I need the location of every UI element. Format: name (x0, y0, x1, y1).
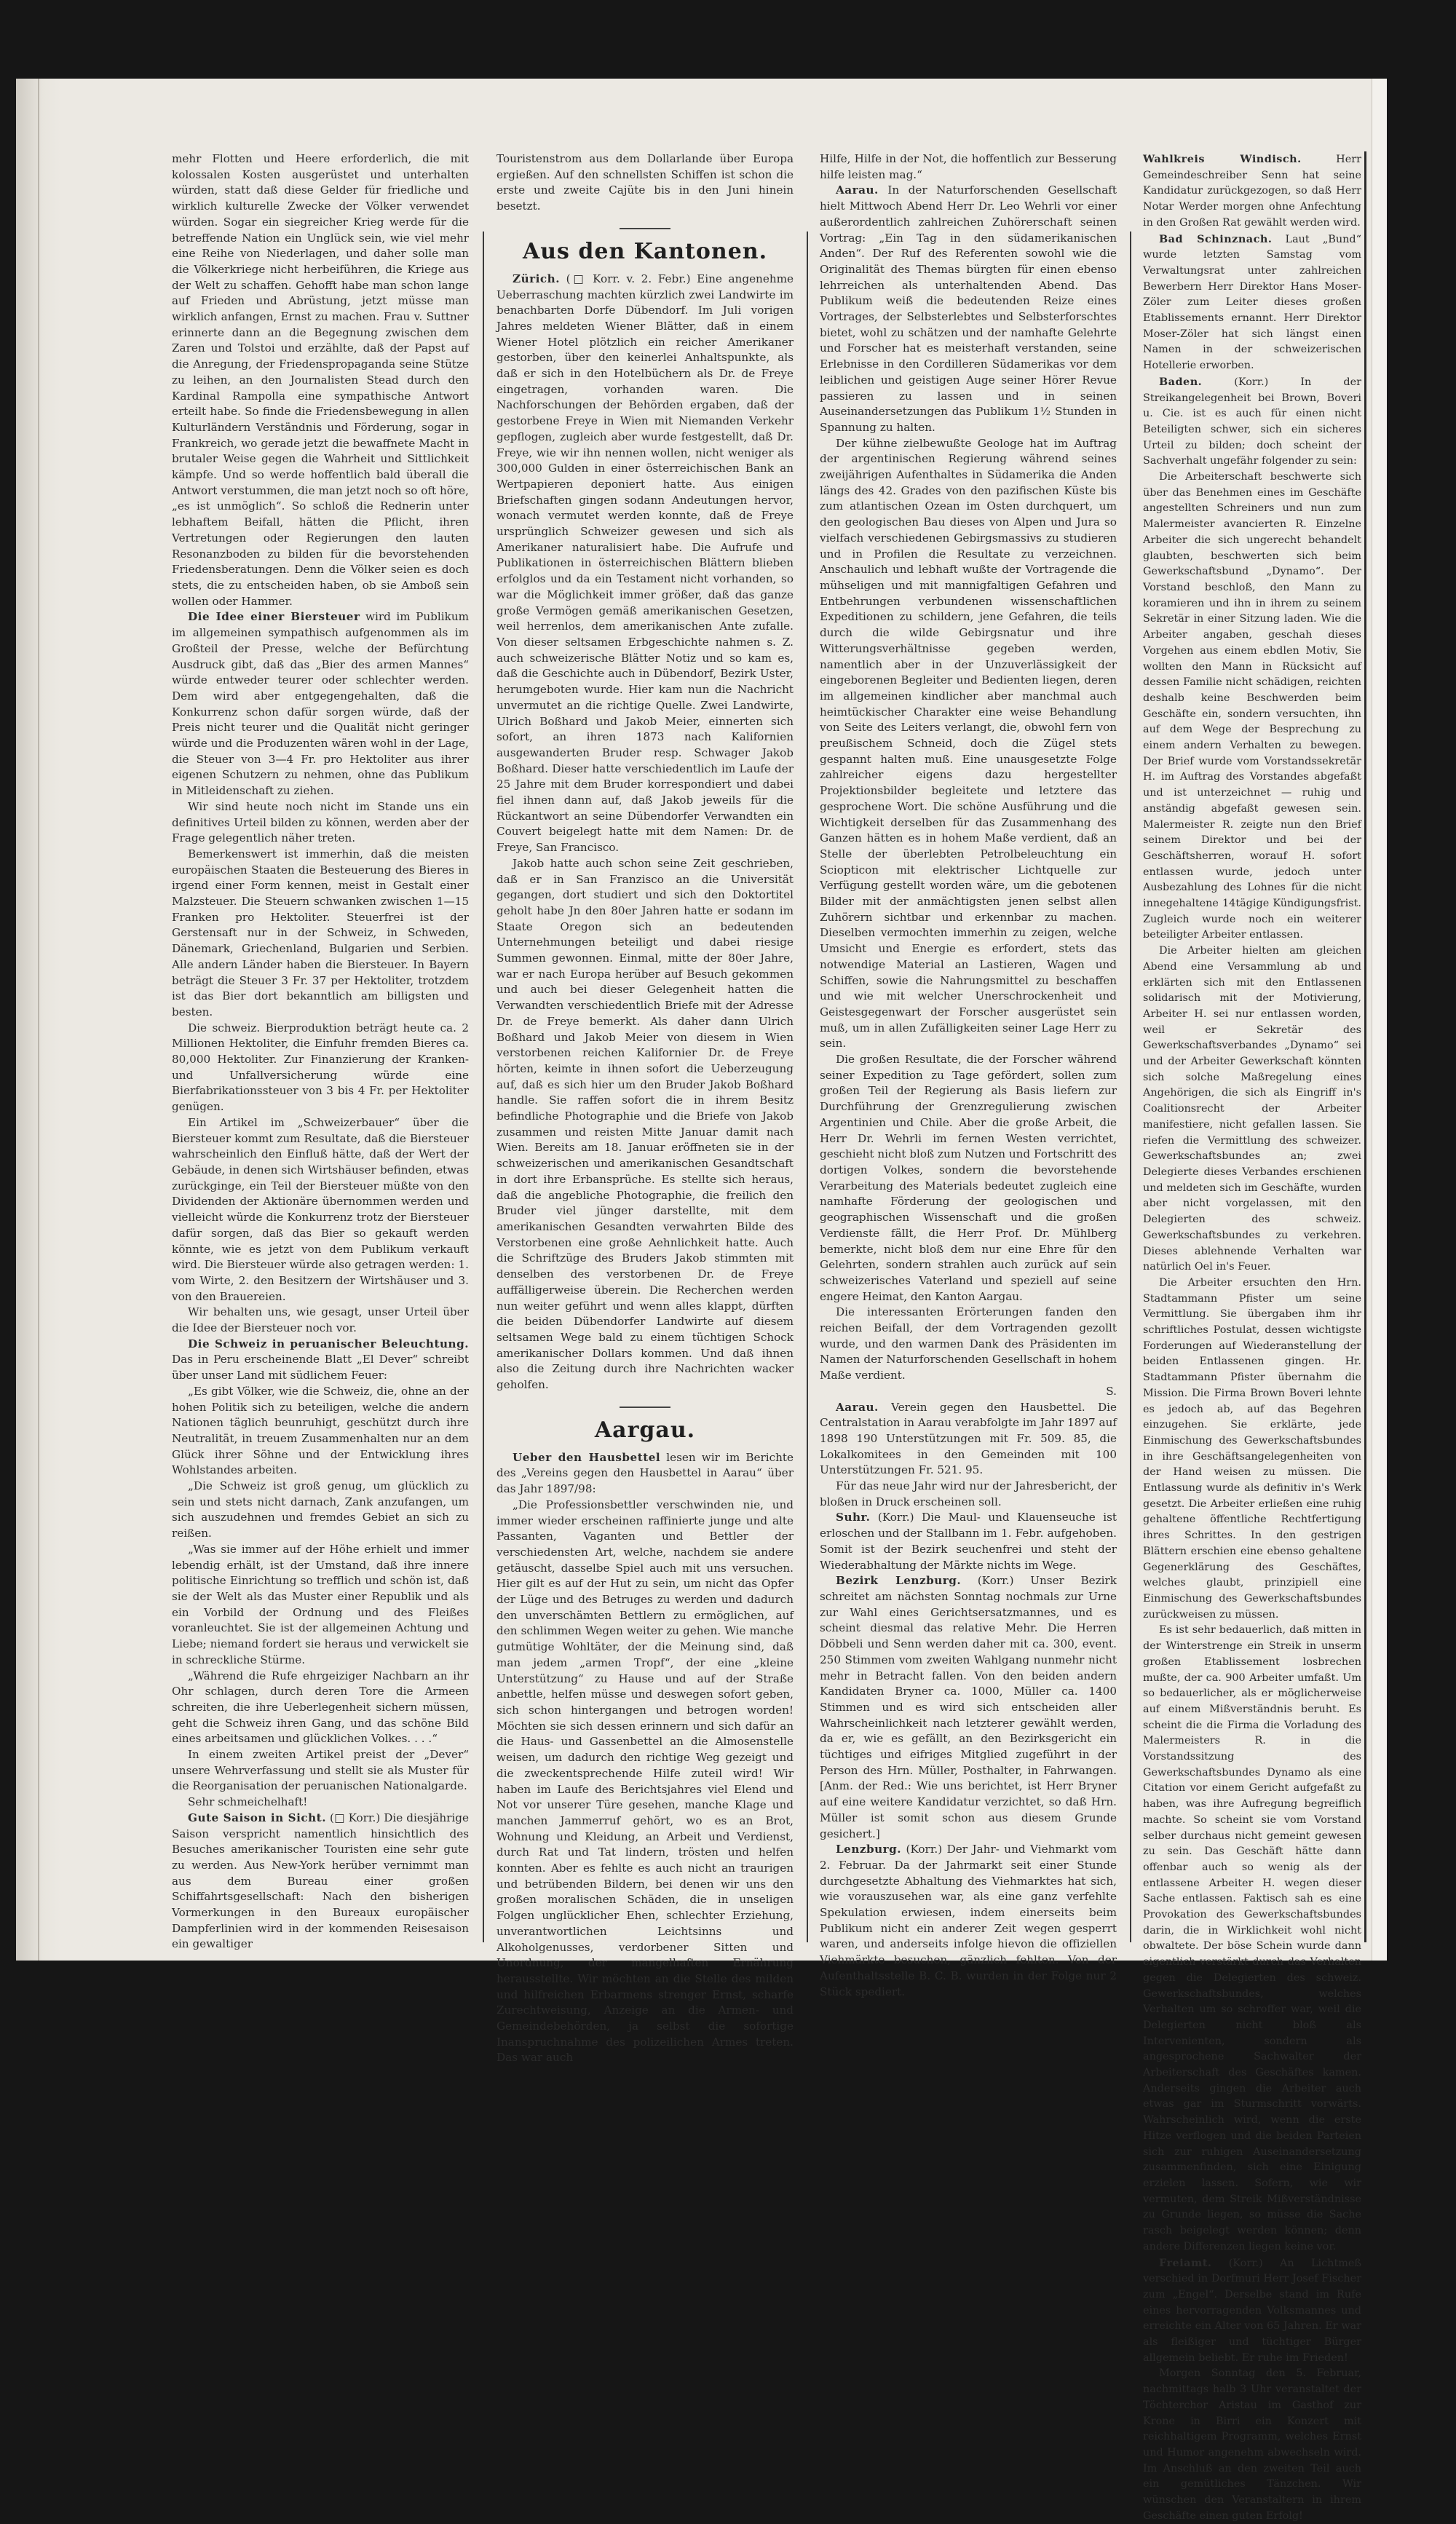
col4-freiamt-text: (Korr.) An Lichtmeß verschied in Dorfmuri Herr Josef Fischer zum „Engel“. Derselbe stand im Rufe eines hervorragenden Volksmannes und erreichte ein Alter von 65 Jahren. Er war als fleißiger und tüchtiger Bürger allgemein beliebt. Er ruhe im Frieden! (1143, 2257, 1361, 2364)
col1-biersteuer-paragraph (172, 609, 469, 799)
fold-line (38, 79, 39, 1961)
headline-gute-saison: Gute Saison in Sicht. (188, 1811, 326, 1824)
col1-saison-paragraph (172, 1811, 469, 1953)
page-fold (16, 79, 61, 1961)
col1-paragraph: „Die Schweiz ist groß genug, um glücklich zu sein und stets nicht darnach, Zank anzufangen, um sich auszudehnen und fremdes Gebiet an sich zu reißen. (172, 1479, 469, 1540)
col1-paragraph: Wir behalten uns, wie gesagt, unser Urteil über die Idee der Biersteuer noch vor. (172, 1305, 469, 1335)
col3-suhr-text: (Korr.) Die Maul- und Klauenseuche ist erloschen und der Stallbann im 1. Febr. aufgehoben. Somit ist der Bezirk seuchenfrei und steht der Wiederabhaltung der Märkte nichts im Wege. (820, 1511, 1117, 1572)
headline-lenzburg: Lenzburg. (836, 1843, 902, 1856)
col4-paragraph: Die Arbeiter ersuchten den Hrn. Stadtammann Pfister um seine Vermittlung. Sie übergaben ihm ihr schriftliches Postulat, dessen wichtigste Forderungen auf Wiederanstellung der beiden Entlassenen gingen. Hr. Stadtammann Pfister übernahm die Mission. Die Firma Brown Boveri lehnte es jedoch ab, auf das Begehren einzugehen. Sie erklärte, jede Einmischung des Gewerkschaftsbundes in ihre Geschäftsangelegenheiten von der Hand weisen zu müssen. Die Entlassung wurde als definitiv in's Werk gesetzt. Die Arbeiter erließen eine ruhig gehaltene öffentliche Rechtfertigung ihres Schrittes. In den gestrigen Blättern erschien eine ebenso gehaltene Gegenerklärung des Geschäftes, welches glaubt, prinzipiell eine Einmischung des Gewerkschaftsbundes zurückweisen zu müssen. (1143, 1276, 1361, 1621)
column-rule-right (1364, 151, 1366, 1942)
col1-paragraph: Die schweiz. Bierproduktion beträgt heute ca. 2 Millionen Hektoliter, die Einfuhr fremden Bieres ca. 80,000 Hektoliter. Zur Finanzierung der Kranken- und Unfallversicherung würde eine Bierfabrikationssteuer von 3 bis 4 Fr. per Hektoliter genügen. (172, 1021, 469, 1114)
column-rule-2 (807, 232, 808, 1942)
column-rule-3 (1130, 232, 1131, 1942)
column-3 (820, 151, 1117, 2000)
col4-schinznach-text: Laut „Bund“ wurde letzten Samstag vom Verwaltungsrat unter zahlreichen Bewerbern Herr Direktor Hans Moser-Zöler zum Leiter dieses großen Etablissements ernannt. Herr Direktor Moser-Zöler hat sich längst einen Namen in der schweizerischen Hotellerie erworben. (1143, 233, 1361, 372)
col4-baden-text: (Korr.) In der Streikangelegenheit bei Brown, Boveri u. Cie. ist es auch für einen nicht Beteiligten schwer, sich ein sicheres Urteil zu bilden; doch scheint der Sachverhalt ungefähr folgender zu sein: (1143, 376, 1361, 467)
col2-zuerich-text: (□ Korr. v. 2. Febr.) Eine angenehme Ueberraschung machten kürzlich zwei Landwirte im benachbarten Dorfe Dübendorf. Im Juli vorigen Jahres meldeten Wiener Blätter, daß in einem Wiener Hotel plötzlich ein reicher Amerikaner gestorben, über den keinerlei Anhaltspunkte, als daß er sich in den Hotelbüchern als Dr. de Freye eingetragen, vorhanden waren. Die Nachforschungen der Behörden ergaben, daß der gestorbene Freye in Wien mit Niemanden Verkehr gepflogen, zugleich aber wurde festgestellt, daß Dr. Freye, wie wir ihn nennen wollen, nicht weniger als 300,000 Gulden in einer österreichischen Bank an Wertpapieren deponiert hatte. Aus einigen Briefschaften gingen sodann Andeutungen hervor, wonach vermutet werden konnte, daß de Freye ursprünglich Schweizer gewesen und sich als Amerikaner naturalisiert habe. Die Aufrufe und Publikationen in österreichischen Blättern blieben erfolglos und da ein Testament nicht vorhanden, so war die Möglichkeit immer größer, daß das ganze große Vermögen gemäß amerikanischen Gesetzen, weil herrenlos, dem amerikanischen Ante zufalle. Von dieser seltsamen Erbgeschichte nahmen s. Z. auch schweizerische Blätter Notiz und so kam es, daß die Geschichte auch in Dübendorf, Bezirk Uster, herumgeboten wurde. Hier kam nun die Nachricht unvermutet an die richtige Quelle. Zwei Landwirte, Ulrich Boßhard und Jakob Meier, einnerten sich sofort, an ihren 1873 nach Kalifornien ausgewanderten Bruder resp. Schwager Jakob Boßhard. Dieser hatte verschiedentlich im Laufe der 25 Jahre mit dem Bruder korrespondiert und dabei fiel ihnen dann auf, daß Jakob jeweils für die Rückantwort an seine Dübendorfer Verwandten ein Couvert beigelegt hatte mit dem Namen: Dr. de Freye, San Francisco. (496, 272, 794, 855)
headline-biersteuer: Die Idee einer Biersteuer (188, 610, 360, 624)
col3-paragraph: Die interessanten Erörterungen fanden den reichen Beifall, der dem Vortragenden gezollt wurde, und den warmen Dank des Präsidenten im Namen der Naturforschenden Gesellschaft in hohem Maße verdient. (820, 1305, 1117, 1382)
col1-paragraph: „Während die Rufe ehrgeiziger Nachbarn an ihr Ohr schlagen, durch deren Tore die Armeen schreiten, die ihre Ueberlegenheit sichern müssen, geht die Schweiz ihren Gang, und das schöne Bild eines arbeitsamen und glücklichen Volkes. . . .“ (172, 1669, 469, 1746)
col2-zuerich-paragraph (496, 272, 794, 856)
col2-hausbettel-text: lesen wir im Berichte des „Vereins gegen den Hausbettel in Aarau“ über das Jahr 1897/98: (496, 1450, 794, 1496)
headline-suhr: Suhr. (836, 1511, 871, 1524)
section-divider (620, 1407, 670, 1408)
col1-paragraph: In einem zweiten Artikel preist der „Dever“ unsere Wehrverfassung und stellt sie als Muster für die Reorganisation der peruanischen Nationalgarde. (172, 1748, 469, 1793)
col4-windisch-paragraph (1143, 151, 1361, 232)
col1-paragraph: „Was sie immer auf der Höhe erhielt und immer lebendig erhält, ist der Umstand, daß ihre innere politische Einrichtung so trefflich und schön ist, daß sie der Welt als das Muster einer Republik und als ein Vorbild der Ordnung und des Fleißes voranleuchtet. Sie ist der allgemeinen Achtung und Liebe; niemand fordert sie heraus und verwickelt sie in schreckliche Stürme. (172, 1542, 469, 1666)
column-4 (1143, 151, 1361, 2524)
col4-paragraph: Die Arbeiter hielten am gleichen Abend eine Versammlung ab und erklärten sich mit den Entlassenen solidarisch mit der Motivierung, Arbeiter H. sei nur entlassen worden, weil er Sekretär des Gewerkschaftsverbandes „Dynamo“ sei und der Arbeiter Gewerkschaft könnten sich solche Maßregelung eines Angehörigen, die sich als Eingriff in's Coalitionsrecht der Arbeiter manifestiere, nicht gefallen lassen. Sie riefen die Vermittlung des schweizer. Gewerkschaftsbundes an; zwei Delegierte dieses Verbandes erschienen und meldeten sich im Geschäfte, wurden aber nicht vorgelassen, mit den Delegierten des schweiz. Gewerkschaftsbundes zu verkehren. Dieses ablehnende Verhalten war natürlich Oel in's Feuer. (1143, 945, 1361, 1273)
col1-schweiz-text: Das in Peru erscheinende Blatt „El Dever“ schreibt über unser Land mit südlichem Feuer: (172, 1353, 469, 1382)
col1-paragraph: Wir sind heute noch nicht im Stande uns ein definitives Urteil bilden zu können, werden aber der Frage gelegentlich näher treten. (172, 799, 469, 845)
headline-windisch: Wahlkreis Windisch. (1143, 153, 1302, 165)
col3-paragraph: Der kühne zielbewußte Geologe hat im Auftrag der argentinischen Regierung während seines zweijährigen Aufenthaltes in Südamerika die Anden längs des 42. Grades von den pazifischen Küste bis zum atlantischen Ozean im Osten durchquert, um den geologischen Bau dieses von Alpen und Jura so vielfach verschiedenen Gebirgsmassivs zu studieren und in Profilen die Resultate zu verzeichnen. Anschaulich und lebhaft wußte der Vortragende die mühseligen und mit mannigfaltigen Gefahren und Entbehrungen verbundenen wissenschaftlichen Expeditionen zu schildern, jene Gefahren, die teils durch die wilde Gebirgsnatur und ihre Witterungsverhältnisse gegeben werden, namentlich aber in der Unzuverlässigkeit der eingeborenen Begleiter und Bedienten liegen, deren im allgemeinen kindlicher aber manchmal auch heimtückischer Charakter eine weise Behandlung von Seite des Leiters verlangt, die, obwohl fern von preußischem Schneid, doch die Zügel stets gespannt halten muß. Eine unausgesetzte Folge zahlreicher eigens dazu hergestellter Projektionsbilder begleitete und letztere das gesprochene Wort. Die schöne Ausführung und die Wichtigkeit derselben für das Zusammenhang des Ganzen hätten es in hohem Maße verdient, daß an Stelle der überlebten Petrolbeleuchtung ein Sciopticon mit elektrischer Lichtquelle zur Verfügung gestellt worden wäre, um die gebotenen Bilder mit der anmächtigsten jenen selbst allen Zuhörern sichtbar und erkennbar zu machen. Dieselben vermochten immerhin zu zeigen, welche Umsicht und Energie es erfordert, stets das notwendige Material an Lastieren, Wagen und Schiffen, sowie die Nahrungsmittel zu beschaffen und wie mit welcher Unerschrockenheit und Geistesgegenwart der Forscher ausgerüstet sein muß, um in allen Zufälligkeiten seiner Lage Herr zu sein. (820, 436, 1117, 1051)
col1-paragraph: Sehr schmeichelhaft! (188, 1795, 308, 1809)
col4-baden-paragraph (1143, 374, 1361, 470)
col3-aarau2-paragraph (820, 1400, 1117, 1479)
section-title-kantonen: Aus den Kantonen. (522, 238, 768, 264)
col4-freiamt-paragraph (1143, 2255, 1361, 2367)
col3-suhr-paragraph (820, 1510, 1117, 1573)
col1-schweiz-paragraph (172, 1337, 469, 1384)
section-title-aargau: Aargau. (594, 1417, 696, 1443)
col3-paragraph: Die großen Resultate, die der Forscher während seiner Expedition zu Tage gefördert, sollen zum großen Teil der Regierung als Basis liefern zur Durchführung der Grenzregulierung zwischen Argentinien und Chile. Aber die große Arbeit, die Herr Dr. Wehrli im fernen Westen verrichtet, geschieht nicht bloß zum Nutzen und Fortschritt des dortigen Volkes, sondern die bevorstehende Verarbeitung des Materials bedeutet zugleich eine namhafte Förderung der geologischen und geographischen Wissenschaft und die großen Verdienste fällt, die Herr Prof. Dr. Mühlberg bemerkte, nicht bloß dem nur eine Ehre für den Gelehrten, sondern strahlen auch zurück auf sein schweizerisches Vaterland und speziell auf seine engere Heimat, den Kanton Aargau. (820, 1053, 1117, 1303)
col1-paragraph: „Es gibt Völker, wie die Schweiz, die, ohne an der hohen Politik sich zu beteiligen, welche die andern Nationen täglich beunruhigt, geschützt durch ihre Neutralität, in treuem Zusammenhalten nur an dem Glück ihrer Söhne und der Entwicklung ihres Wohlstandes arbeiten. (172, 1384, 469, 1477)
col4-paragraph: Es ist sehr bedauerlich, daß mitten in der Winterstrenge ein Streik in unserm großen Etablissement losbrechen mußte, der ca. 900 Arbeiter umfaßt. Um so bedauerlicher, als er möglicherweise auf einem Mißverständnis beruht. Es scheint die die Firma die Vorladung des Malermeisters R. in die Vorstandssitzung des Gewerkschaftsbundes Dynamo als eine Citation vor einem Gericht aufgefaßt zu haben, was ihre Aufregung begreiflich machte. So scheint sie vom Vorstand selber durchaus nicht gemeint gewesen zu sein. Das Geschäft hätte dann offenbar auch so wenig als der entlassene Arbeiter H. wegen dieser Sache entlassen. Faktisch sah es eine Provokation des Gewerkschaftsbundes darin, die in Wirklichkeit wohl nicht obwaltete. Der böse Schein wurde dann eigentlich verstärkt durch das Verhalten gegen die Delegierten des schweiz. Gewerkschaftsbundes, welches Verhalten um so schroffer war, weil die Delegierten nicht bloß als Intervenienten, sondern als angesprochene Sachwalter der Arbeiterschaft des Geschäftes kamen. Anderseits gingen die Arbeiter auch etwas gar im Sturmschritt vorwärts. Wahrscheinlich wird, wenn die erste Hitze verflogen und die beiden Parteien sich zur ruhigen Auseinandersetzung zusammenfinden, sich eine Einigung erzielen lassen. Sofern, wie wir vermuten, dem Streik Mißverständnisse zu Grunde liegen, so müsse die Sache rasch beigelegt werden können; denn andere Differenzen liegen keine vor. (1143, 1624, 1361, 2252)
col4-schinznach-paragraph (1143, 232, 1361, 374)
col1-saison-text: (□ Korr.) Die diesjährige Saison verspricht namentlich hinsichtlich des Besuches amerikanischer Touristen eine sehr gute zu werden. Aus New-York herüber vernimmt man aus dem Bureau einer großen Schiffahrtsgesellschaft: Nach den bisherigen Vormerkungen in den Bureaux europäischer Dampferlinien wird in der kommenden Reisesaison ein gewaltiger (172, 1811, 469, 1951)
next-page-edge (1372, 79, 1387, 1961)
column-1 (172, 151, 469, 1953)
headline-hausbettel: Ueber den Hausbettel (513, 1450, 661, 1464)
col3-paragraph: Hilfe, Hilfe in der Not, die hoffentlich zur Besserung hilfe leisten mag.“ (820, 152, 1117, 181)
headline-schinznach: Bad Schinznach. (1159, 232, 1273, 245)
headline-aarau-2: Aarau. (836, 1400, 879, 1414)
col3-lenzburg-paragraph (820, 1573, 1117, 1842)
headline-baden: Baden. (1159, 375, 1203, 388)
column-2 (496, 151, 794, 2066)
headline-aarau: Aarau. (836, 183, 879, 197)
col3-paragraph: Für das neue Jahr wird nur der Jahresbericht, der bloßen in Druck erscheinen soll. (820, 1479, 1117, 1508)
col2-hausbettel-paragraph (496, 1450, 794, 1498)
author-signature: S. (1106, 1384, 1117, 1398)
col1-biersteuer-text: wird im Publikum im allgemeinen sympathisch aufgenommen als im Großteil der Presse, welche der Befürchtung Ausdruck gibt, daß das „Bier des armen Mannes“ würde entweder teurer oder schlechter werden. Dem wird aber entgegengehalten, daß die Konkurrenz schon dafür sorgen würde, daß der Preis nicht teurer und die Qualität nicht geringer würde und die Produzenten wären wohl in der Lage, die Steuer von 3—4 Fr. pro Hektoliter aus ihrer eigenen Schutzern zu nehmen, ohne das Publikum in Mitleidenschaft zu ziehen. (172, 610, 470, 798)
col4-windisch-text: Herr Gemeindeschreiber Senn hat seine Kandidatur zurückgezogen, so daß Herr Notar Werder morgen ohne Anfechtung in den Großen Rat gewählt werden wird. (1143, 154, 1361, 229)
newspaper-page (16, 79, 1385, 2522)
section-divider (620, 228, 670, 229)
col3-lenzburg2-paragraph (820, 1842, 1117, 2000)
col2-paragraph: Touristenstrom aus dem Dollarlande über Europa ergießen. Auf den schnellsten Schiffen ist schon die erste und zweite Cajüte bis in den Juni hinein besetzt. (496, 152, 794, 213)
col1-paragraph: Bemerkenswert ist immerhin, daß die meisten europäischen Staaten die Besteuerung des Bieres in irgend einer Form kennen, meist in Gestalt einer Malzsteuer. Die Steuern schwanken zwischen 1—15 Franken pro Hektoliter. Steuerfrei ist der Gerstensaft nur in der Schweiz, in Schweden, Dänemark, Griechenland, Bulgarien und Serbien. Alle andern Länder haben die Biersteuer. In Bayern beträgt die Steuer 3 Fr. 37 per Hektoliter, trotzdem ist das Bier dort bekanntlich am billigsten und besten. (172, 847, 469, 1018)
col4-paragraph: Morgen Sonntag den 5. Februar, nachmittags halb 3 Uhr veranstaltet der Töchterchor Aristau im Gasthof zur Krone in Birri ein Konzert mit reichhaltigem Programm, welches Ernst und Humor angenehm abwechseln wird. Im Anschluß an den zweiten Teil auch ein gemütliches Tänzchen. Wir wünschen den Veranstaltern in ihrem Geschäfte einen guten Erfolg! (1143, 2367, 1361, 2522)
col3-lenzburg-text: (Korr.) Unser Bezirk schreitet am nächsten Sonntag nochmals zur Urne zur Wahl eines Gerichtsersatzmannes, und es scheint diesmal das relative Mehr. Die Herren Döbbeli und Senn werden daher mit ca. 300, event. 250 Stimmen vom zweiten Wahlgang nunmehr nicht mehr in Betracht fallen. Von den beiden andern Kandidaten Bryner ca. 1000, Müller ca. 1400 Stimmen und es wird sich entscheiden aller Wahrscheinlichkeit nach letzterer gewählt werden, da er, wie es gefällt, an den Bezirksgericht ein tüchtiges und eifriges Mitglied zugeführt in der Person des Hrn. Müller, Posthalter, in Fahrwangen. [Anm. der Red.: Wie uns berichtet, ist Herr Bryner auf eine weitere Kandidatur verzichtet, so daß Hrn. Müller ist somit schon aus diesem Grunde gesichert.] (820, 1574, 1117, 1840)
col1-paragraph: mehr Flotten und Heere erforderlich, die mit kolossalen Kosten ausgerüstet und unterhalten würden, statt daß diese Gelder für friedliche und wirklich kulturelle Zwecke der Völker verwendet würden. Sogar ein siegreicher Krieg werde für die betreffende Nation ein Unglück sein, wie viel mehr eine Reihe von Niederlagen, und daher solle man die Völkerkriege nicht herbeiführen, die Kriege aus der Welt zu schaffen. Gehofft habe man schon lange auf Frieden und Abrüstung, jetzt müsse man wirklich anfangen, Ernst zu machen. Frau v. Suttner erinnerte dann an die Begegnung zwischen dem Zaren und Tolstoi und erzählte, daß der Papst auf die Anregung, der Friedenspropaganda seine Stütze zu leihen, an den Journalisten Stead durch den Kardinal Rampolla eine sympathische Antwort erteilt habe. So finde die Friedensbewegung in allen Kulturländern Verständnis und Förderung, sogar in Frankreich, wo gerade jetzt die bewaffnete Macht in brutaler Weise gegen die Wahrheit und Sittlichkeit kämpfe. Und so werde hoffentlich bald überall die Antwort verstummen, die man jetzt noch so oft höre, „es ist unmöglich“. So schloß die Rednerin unter lebhaftem Beifall, hätten die Pflicht, ihren Vertretungen oder Regierungen den lauten Resonanzboden zu bilden für die bevorstehenden Friedensberatungen. Denn die Völker seien es doch stets, die zu entscheiden haben, ob sie Amboß sein wollen oder Hammer. (172, 152, 469, 608)
headline-freiamt: Freiamt. (1159, 2256, 1212, 2269)
column-rule-1 (483, 232, 484, 1942)
headline-zuerich: Zürich. (513, 272, 560, 285)
col3-lenzburg2-text: (Korr.) Der Jahr- und Viehmarkt vom 2. Februar. Da der Jahrmarkt seit einer Stunde durchgesetzte Abhaltung des Viehmarktes hat sich, wie vorauszusehen war, als eine ganz verfehlte Spekulation erwiesen, indem einerseits beim Publikum nicht ein anderer Zeit wegen gesperrt waren, und anderseits infolge hievon die offiziellen Viehmärkte besuchen, gänzlich fehlten. Von der Aufenthaltsstelle B. C. B. wurden in der Folge nur 2 Stück spediert. (820, 1843, 1117, 1998)
headline-schweiz-peru: Die Schweiz in peruanischer Beleuchtung. (188, 1337, 469, 1350)
col3-aarau-text: In der Naturforschenden Gesellschaft hielt Mittwoch Abend Herr Dr. Leo Wehrli vor einer außerordentlich zahlreichen Zuhörerschaft seinen Vortrag: „Ein Tag in den südamerikanischen Anden“. Der Ruf des Referenten sowohl wie die Originalität des Themas bürgten für einen ebenso lehrreichen als unterhaltenden Abend. Das Publikum weiß die bedeutenden Reize eines Vortrages, der Selbsterlebtes und Selbsterforschtes bietet, wohl zu schätzen und der namhafte Gelehrte und Forscher hat es meisterhaft verstanden, seine Erlebnisse in den Cordilleren Südamerikas vor dem leiblichen und geistigen Auge seiner Hörer Revue passieren zu lassen und in seinen Auseinandersetzungen das Publikum 1½ Stunden in Spannung zu halten. (820, 183, 1117, 434)
col1-paragraph: Ein Artikel im „Schweizerbauer“ über die Biersteuer kommt zum Resultate, daß die Biersteuer wahrscheinlich den Einfluß hätte, daß der Wert der Gebäude, in denen sich Wirtshäuser befinden, etwas zurückginge, ein Teil der Biersteuer müßte von den Dividenden der Aktionäre übernommen werden und vielleicht würde die Konkurrenz trotz der Biersteuer dafür sorgen, daß das Bier so gekauft werden könnte, wie es jetzt von dem Publikum verkauft wird. Die Biersteuer würde also getragen werden: 1. vom Wirte, 2. den Besitzern der Wirtshäuser und 3. von den Brauereien. (172, 1115, 469, 1303)
col3-aarau2-text: Verein gegen den Hausbettel. Die Centralstation in Aarau verabfolgte im Jahr 1897 auf 1898 190 Unterstützungen mit Fr. 509. 85, die Lokalkomitees in den Gemeinden mit 100 Unterstützungen Fr. 521. 95. (820, 1400, 1117, 1477)
col2-paragraph: „Die Professionsbettler verschwinden nie, und immer wieder erscheinen raffinierte junge und alte Passanten, Vaganten und Bettler der verschiedensten Art, welche, nachdem sie andere getäuscht, dasselbe Spiel auch mit uns versuchen. Hier gilt es auf der Hut zu sein, um nicht das Opfer der Lüge und des Betruges zu werden und dadurch den unverschämten Bettlern zu ermöglichen, auf den schlimmen Wegen weiter zu gehen. Wie manche gutmütige Wohltäter, der die Meinung sind, daß man jedem „armen Tropf“, der eine „kleine Unterstützung“ zu Hause und auf der Straße anbettle, helfen müsse und deswegen sofort geben, sich schon hintergangen und betrogen worden! Möchten sie sich dessen erinnern und sich dafür an die Haus- und Gassenbettel an die Almosenstelle weisen, um dadurch den richtige Weg gezeigt und die zweckentsprechende Hilfe zuteil wird! Wir haben im Laufe des Berichtsjahres viel Elend und Not vor unserer Türe gesehen, manche Klage und manchen Jammerruf gehört, wo es an Brot, Wohnung und Kleidung, an Arbeit und Verdienst, durch Rat und Tat lindern, trösten und helfen konnten. Aber es fehlte es auch nicht an traurigen und betrübenden Bildern, bei denen wir uns den großen moralischen Schäden, die in unseligen Folgen unglücklicher Ehen, schlechter Erziehung, unverantwortlichen Leichtsinns und Alkoholgenusses, verdorbener Sitten und Unordnung, der mangelhaften Ernährung herausstellte. Wir möchten an die Stelle des milden und hilfreichen Erbarmens strenger Ernst, scharfe Zurechtweisung, Anzeige an die Armen- und Gemeindebehörden, ja selbst die sofortige Inanspruchnahme des polizeilichen Armes treten. Das war auch (496, 1498, 794, 2065)
col3-aarau-paragraph (820, 183, 1117, 435)
col2-paragraph: Jakob hatte auch schon seine Zeit geschrieben, daß er in San Franzisco an die Universität gegangen, dort studiert und sich den Doktortitel geholt habe Jn den 80er Jahren hatte er sodann im Staate Oregon sich an bedeutenden Unternehmungen beteiligt und dabei riesige Summen gewonnen. Einmal, mitte der 80er Jahre, war er nach Europa herüber auf Besuch gekommen und auch bei dieser Gelegenheit hatten die Verwandten verschiedentlich Briefe mit der Adresse Dr. de Freye bemerkt. Als daher dann Ulrich Boßhard und Jakob Meier von diesem in Wien verstorbenen reichen Kalifornier Dr. de Freye hörten, keimte in ihnen sofort die Ueberzeugung auf, daß es sich hier um den Bruder Jakob Boßhard handle. Sie raffen sofort die in ihrem Besitz befindliche Photographie und die Briefe von Jakob zusammen und reisten Mitte Januar damit nach Wien. Bereits am 18. Januar eröffneten sie in der schweizerischen und amerikanischen Gesandtschaft in dort ihre Erbansprüche. Es stellte sich heraus, daß die angebliche Photographie, die freilich den Bruder viel jünger darstellte, mit dem amerikanischen Gesandten verwahrten Bilde des Verstorbenen eine große Aehnlichkeit hatte. Auch die Schriftzüge des Bruders Jakob stimmten mit denselben des verstorbenen Dr. de Freye auffälligerweise überein. Die Recherchen werden nun weiter geführt und wenn alles klappt, dürften die beiden Dübendorfer Landwirte auf diesem seltsamen Wege bald zu einem tüchtigen Schock amerikanischer Dollars kommen. Und daß ihnen also die Zeitung durch ihre Nachrichten wacker geholfen. (496, 856, 794, 1392)
col4-paragraph: Die Arbeiterschaft beschwerte sich über das Benehmen eines im Geschäfte angestellten Schreiners und nun zum Malermeister avancierten R. Einzelne Arbeiter die sich ungerecht behandelt glaubten, beschwerten sich beim Gewerkschaftsbund „Dynamo“. Der Vorstand beschloß, den Mann zu koramieren und ihn in ihrem zu seinem Sekretär in einer Sitzung laden. Wie die Arbeiter angaben, geschah dieses Vorgehen aus einem ebdlen Motiv, Sie wollten den Mann in Rücksicht auf dessen Familie nicht schädigen, reichten deshalb keine Beschwerden beim Geschäfte ein, sondern versuchten, ihn auf dem Wege der Besprechung zu einem andern Verhalten zu bewegen. Der Brief wurde vom Vorstandssekretär H. im Auftrag des Vorstandes abgefaßt und ist unterzeichnet — ruhig und anständig abgefaßt gewesen sein. Malermeister R. zeigte nun den Brief seinem Direktor und bei der Geschäftsherren, worauf H. sofort entlassen wurde, jedoch unter Ausbezahlung des Lohnes für die nicht innegehaltene 14tägige Kündigungsfrist. Zugleich wurde noch ein weiterer beteiligter Arbeiter entlassen. (1143, 471, 1361, 941)
headline-bezirk-lenzburg: Bezirk Lenzburg. (836, 1574, 962, 1588)
